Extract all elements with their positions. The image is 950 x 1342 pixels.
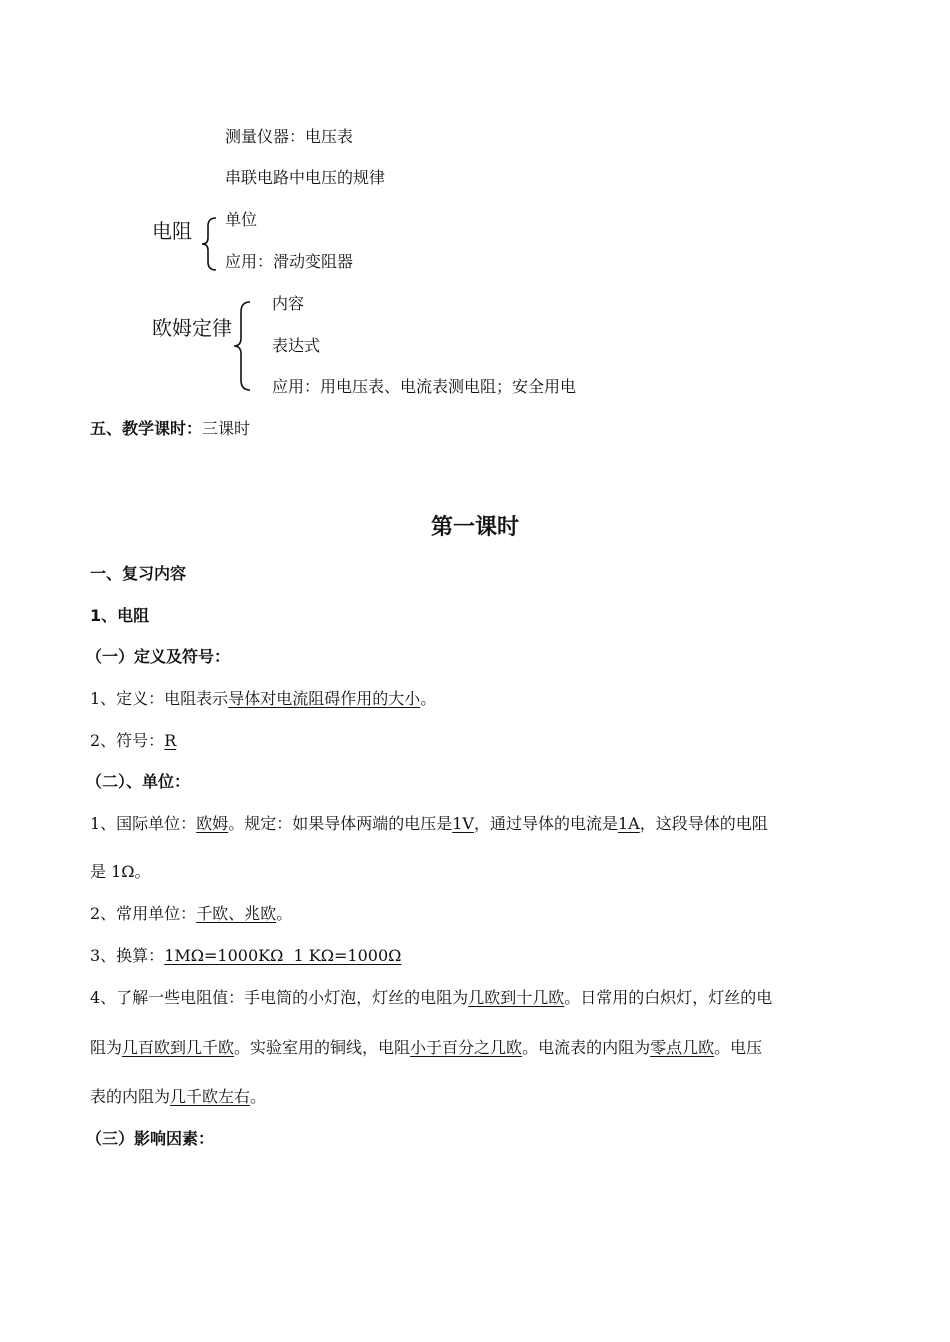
topic-heading: 1、电阻 xyxy=(90,606,150,625)
unit-heading: （二）、单位： xyxy=(86,772,191,791)
definition-symbol-heading: （一）定义及符号： xyxy=(86,647,231,666)
definition-prefix: 1、定义：电阻表示 xyxy=(90,689,229,708)
symbol-prefix: 2、符号： xyxy=(90,731,165,750)
si-unit-answer-voltage: 1V xyxy=(452,814,474,833)
si-unit-line-2: 是 1Ω。 xyxy=(90,862,151,881)
common-units-suffix: 。 xyxy=(276,904,293,923)
values-text-8: 。 xyxy=(250,1087,267,1106)
outline-resistance-label: 电阻 xyxy=(152,219,192,243)
outline-ohm-law-item-expression: 表达式 xyxy=(272,336,321,355)
outline-series-voltage-rule: 串联电路中电压的规律 xyxy=(225,168,386,187)
definition-suffix: 。 xyxy=(420,689,437,708)
outline-measuring-instrument: 测量仪器：电压表 xyxy=(225,127,354,146)
si-unit-text-4: ，这段导体的电阻 xyxy=(639,814,768,833)
lesson-title: 第一课时 xyxy=(430,515,519,540)
outline-ohm-law-item-content: 内容 xyxy=(272,294,305,313)
values-text-1: 4、了解一些电阻值：手电筒的小灯泡，灯丝的电阻为 xyxy=(90,988,469,1007)
resistance-values-line-1 xyxy=(90,988,772,1008)
symbol-line xyxy=(90,731,176,751)
resistance-brace xyxy=(200,216,220,272)
si-unit-answer-current: 1A xyxy=(617,814,640,833)
outline-resistance-item-application: 应用：滑动变阻器 xyxy=(225,252,354,271)
definition-line xyxy=(90,689,436,709)
values-answer-copper-wire: 小于百分之几欧 xyxy=(410,1038,523,1057)
values-text-2: 。日常用的白炽灯，灯丝的电 xyxy=(564,988,773,1007)
factors-heading: （三）影响因素： xyxy=(86,1129,215,1148)
values-text-3: 阻为 xyxy=(90,1038,123,1057)
values-text-6: 。电压 xyxy=(714,1038,763,1057)
teaching-hours-label: 五、教学课时： xyxy=(90,419,203,438)
outline-ohm-law-item-application: 应用：用电压表、电流表测电阻；安全用电 xyxy=(272,377,577,396)
values-answer-ammeter: 零点几欧 xyxy=(650,1038,715,1057)
symbol-answer: R xyxy=(164,731,177,750)
common-units-answer: 千欧、兆欧 xyxy=(196,904,277,923)
conversion-prefix: 3、换算： xyxy=(90,946,165,965)
values-text-4: 。实验室用的铜线，电阻 xyxy=(234,1038,411,1057)
resistance-values-line-2 xyxy=(90,1038,762,1058)
outline-ohm-law-label: 欧姆定律 xyxy=(152,316,232,340)
review-heading: 一、复习内容 xyxy=(90,564,187,583)
values-text-5: 。电流表的内阻为 xyxy=(522,1038,651,1057)
values-text-7: 表的内阻为 xyxy=(90,1087,171,1106)
values-answer-incandescent: 几百欧到几千欧 xyxy=(122,1038,235,1057)
conversion-line xyxy=(90,946,401,966)
common-units-line xyxy=(90,904,292,924)
teaching-hours-value: 三课时 xyxy=(202,419,251,438)
si-unit-text-1: 1、国际单位： xyxy=(90,814,197,833)
outline-resistance-item-unit: 单位 xyxy=(225,210,258,229)
si-unit-text-2: 。规定：如果导体两端的电压是 xyxy=(228,814,453,833)
values-answer-bulb: 几欧到十几欧 xyxy=(468,988,565,1007)
ohm-law-brace xyxy=(232,300,254,392)
definition-answer: 导体对电流阻碍作用的大小 xyxy=(228,689,421,708)
si-unit-line xyxy=(90,814,768,834)
si-unit-text-3: ，通过导体的电流是 xyxy=(473,814,618,833)
teaching-hours-line xyxy=(90,419,250,439)
conversion-answer: 1MΩ=1000KΩ 1 KΩ=1000Ω xyxy=(164,946,402,965)
common-units-prefix: 2、常用单位： xyxy=(90,904,197,923)
si-unit-answer-ohm: 欧姆 xyxy=(196,814,229,833)
resistance-values-line-3 xyxy=(90,1087,266,1107)
values-answer-voltmeter: 几千欧左右 xyxy=(170,1087,251,1106)
